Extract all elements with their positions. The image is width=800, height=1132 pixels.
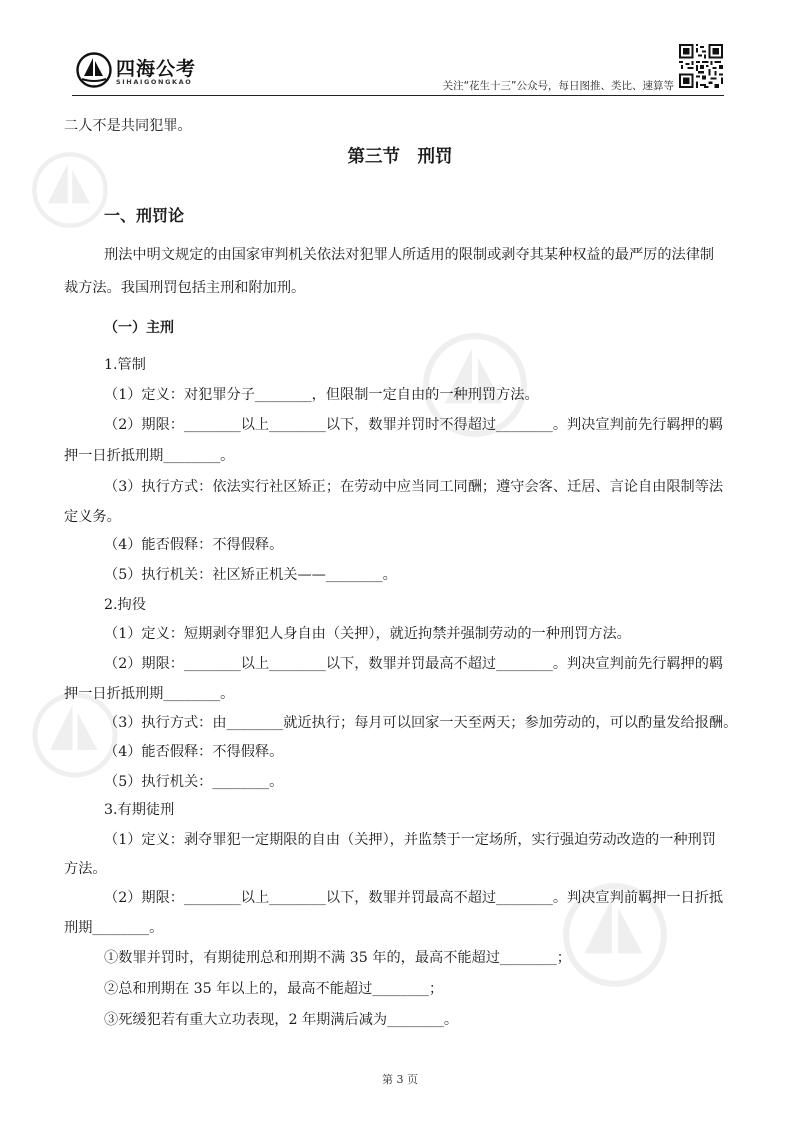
sailboat-logo-icon — [76, 52, 112, 88]
youqi-note-2: ②总和刑期在 35 年以上的，最高不能超过________； — [104, 981, 444, 997]
intro-line-1: 刑法中明文规定的由国家审判机关依法对犯罪人所适用的限制或剥夺其某种权益的最严厉的法律制 — [104, 247, 715, 263]
continuation-text: 二人不是共同犯罪。 — [64, 118, 192, 134]
youqi-note-3: ③死缓犯若有重大立功表现，2 年期满后减为________。 — [104, 1012, 459, 1028]
heading-punishment-theory: 一、刑罚论 — [104, 206, 185, 225]
guanzhi-execution-line-1: （3）执行方式：依法实行社区矫正；在劳动中应当同工同酬；遵守会客、迁居、言论自由限制等法 — [104, 479, 724, 495]
qr-code-icon — [679, 44, 723, 88]
juyi-term-line-1: （2）期限：________以上________以下，数罪并罚最高不超过________。判决宣判前先行羁押的羁 — [104, 656, 724, 672]
logo-text: 四海公考 — [116, 58, 197, 80]
item-title-guanzhi: 1.管制 — [104, 357, 146, 373]
juyi-execution: （3）执行方式：由________就近执行；每月可以回家一天至两天；参加劳动的，可以酌量发给报酬。 — [104, 715, 738, 731]
youqi-note-1: ①数罪并罚时，有期徒刑总和刑期不满 35 年的，最高不能超过________； — [104, 950, 571, 966]
guanzhi-execution-line-2: 定义务。 — [64, 509, 121, 525]
guanzhi-term-line-1: （2）期限：________以上________以下，数罪并罚时不得超过________。判决宣判前先行羁押的羁 — [104, 417, 724, 433]
item-title-youqi: 3.有期徒刑 — [104, 802, 175, 818]
section-title: 第三节 刑罚 — [347, 147, 453, 167]
juyi-term-line-2: 押一日折抵刑期________。 — [64, 686, 235, 702]
guanzhi-definition: （1）定义：对犯罪分子________，但限制一定自由的一种刑罚方法。 — [104, 387, 539, 403]
youqi-definition-line-2: 方法。 — [64, 861, 107, 877]
page-header — [0, 0, 800, 100]
item-title-juyi: 2.拘役 — [104, 597, 146, 613]
youqi-term-line-2: 刑期________。 — [64, 920, 164, 936]
youqi-term-line-1: （2）期限：________以上________以下，数罪并罚最高不超过________。判决宣判前羁押一日折抵 — [104, 890, 724, 906]
heading-principal-punishment: （一）主刑 — [104, 320, 174, 336]
brand-logo — [72, 50, 212, 94]
logo-subtext: SIHAIGONGKAO — [116, 78, 193, 86]
youqi-definition-line-1: （1）定义：剥夺罪犯一定期限的自由（关押），并监禁于一定场所，实行强迫劳动改造的一种刑罚 — [104, 832, 716, 848]
guanzhi-parole: （4）能否假释：不得假释。 — [104, 537, 284, 553]
guanzhi-organ: （5）执行机关：社区矫正机关——________。 — [104, 567, 397, 583]
intro-line-2: 裁方法。我国刑罚包括主刑和附加刑。 — [64, 280, 306, 296]
juyi-organ: （5）执行机关：________。 — [104, 774, 284, 790]
guanzhi-term-line-2: 押一日折抵刑期________。 — [64, 448, 235, 464]
juyi-parole: （4）能否假释：不得假释。 — [104, 744, 284, 760]
header-divider — [72, 95, 724, 96]
juyi-definition: （1）定义：短期剥夺罪犯人身自由（关押），就近拘禁并强制劳动的一种刑罚方法。 — [104, 626, 631, 642]
page-number: 第 3 页 — [382, 1073, 418, 1086]
header-slogan: 关注“花生十三”公众号，每日图推、类比、速算等 — [442, 80, 674, 92]
